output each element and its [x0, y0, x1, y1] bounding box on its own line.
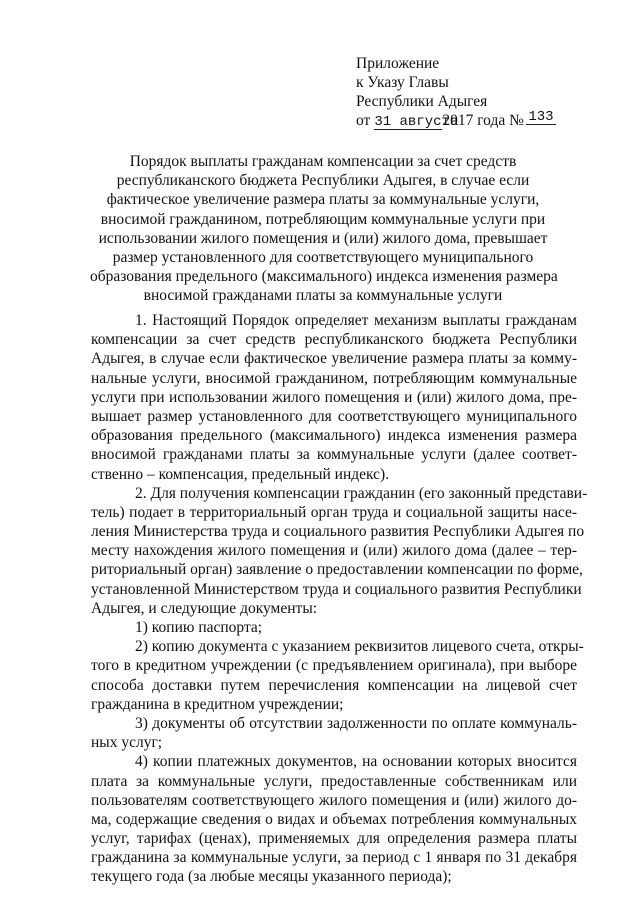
list-item-2-line: 2) копию документа с указанием реквизитов лицевого счета, откры- — [135, 638, 584, 656]
list-item-3-line: ных услуг; — [91, 734, 163, 752]
paragraph-1-line: компенсации за счет средств республиканского бюджета Республики — [91, 331, 577, 349]
paragraph-1-line: нальные услуги, вносимой гражданином, потребляющим коммунальные — [91, 369, 577, 387]
list-item-4-line: ма, содержащие сведения о видах и объемах потребления коммунальных — [91, 810, 577, 828]
title-line: республиканского бюджета Республики Адыгея, в случае если — [116, 172, 530, 190]
paragraph-1-line: 1. Настоящий Порядок определяет механизм выплаты гражданам — [135, 312, 577, 329]
paragraph-1-line: образования предельного (максимального) индекса изменения размера — [91, 427, 577, 445]
paragraph-2-line: Адыгея, и следующие документы: — [91, 599, 318, 617]
title-line: вносимой гражданином, потребляющим коммунальные услуги при — [100, 210, 546, 228]
date-prefix: от — [356, 112, 371, 129]
document-title — [90, 152, 556, 306]
appendix-decree-line: к Указу Главы — [356, 74, 449, 91]
paragraph-2-line: риториальный орган) заявление о предоставлении компенсации по форме, — [91, 561, 583, 579]
paragraph-1-line: Адыгея, в случае если фактическое увеличение размера платы за комму- — [91, 350, 577, 368]
paragraph-1-line: вносимой гражданами платы за коммунальные услуги (далее соответ- — [91, 446, 577, 464]
list-item-1: 1) копию паспорта; — [135, 619, 263, 636]
appendix-date-line — [356, 111, 616, 130]
list-item-4-line: гражданина за коммунальные услуги, за период с 1 января по 31 декабря — [91, 849, 577, 867]
list-item-2-line: того в кредитном учреждении (с предъявлением оригинала), при выборе — [91, 657, 577, 675]
paragraph-2-line: тель) подает в территориальный орган труда и социальной защиты насе- — [91, 503, 577, 521]
paragraph-2-line: установленной Министерством труда и социального развития Республики — [91, 580, 582, 598]
title-line: Порядок выплаты гражданам компенсации за счет средств — [129, 153, 517, 170]
appendix-block — [356, 54, 616, 130]
list-item-4-line: текущего года (за любые месяцы указанного периода); — [91, 868, 452, 886]
title-line: вносимой гражданами платы за коммунальные услуги — [143, 287, 503, 305]
list-item-4-line: пользователям соответствующего жилого помещения и (или) жилого до- — [91, 791, 577, 809]
list-item-3-line: 3) документы об отсутствии задолженности по оплате коммуналь- — [135, 714, 577, 732]
paragraph-2-line: 2. Для получения компенсации гражданин (его законный представи- — [135, 484, 588, 502]
list-item-4-line: плата за коммунальные услуги, предоставленные собственникам или — [91, 772, 577, 790]
paragraph-1-line: услуги при использовании жилого помещения и (или) жилого дома, пре- — [91, 388, 577, 406]
paragraph-2-line: ления Министерства труда и социального развития Республики Адыгея по — [91, 523, 585, 541]
year-text: 2017 года № — [442, 112, 524, 129]
title-line: использовании жилого помещения и (или) жилого дома, превышает — [98, 229, 548, 247]
appendix-republic-line: Республики Адыгея — [356, 93, 488, 110]
paragraph-1-line: вышает размер установленного для соответствующего муниципального — [91, 407, 577, 425]
decree-number-value: 133 — [526, 110, 556, 125]
list-item-2-line: способа доставки путем перечисления компенсации на лицевой счет — [91, 676, 577, 694]
title-line: размер установленного для соответствующего муниципального — [112, 249, 534, 267]
title-line: фактическое увеличение размера платы за коммунальные услуги, — [106, 191, 540, 209]
list-item-4-line: 4) копии платежных документов, на основании которых вносится — [135, 753, 577, 771]
paragraph-1-line: ственно – компенсация, предельный индекс). — [91, 465, 390, 483]
appendix-label: Приложение — [356, 55, 440, 72]
title-line: образования предельного (максимального) индекса изменения размера — [90, 268, 558, 286]
list-item-4-line: услуг, тарифах (ценах), применяемых для определения размера платы — [91, 830, 577, 848]
date-filled-value: 31 августа — [374, 114, 459, 130]
paragraph-2-line: месту нахождения жилого помещения и (или) жилого дома (далее – тер- — [91, 542, 577, 560]
document-body — [91, 311, 588, 887]
list-item-2-line: гражданина в кредитном учреждении; — [91, 695, 344, 713]
